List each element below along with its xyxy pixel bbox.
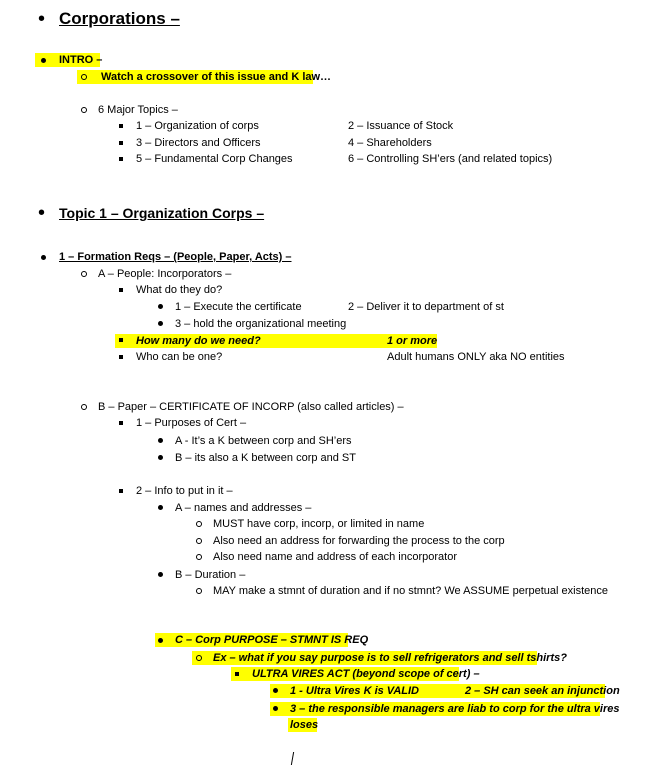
duration-label: B – Duration – (175, 569, 246, 581)
formation-heading: 1 – Formation Reqs – (People, Paper, Acts) – (59, 251, 292, 263)
ultra-vires-item: 2 – SH can seek an injunction (465, 685, 620, 697)
intro-label: INTRO – (59, 54, 103, 66)
text-cursor (291, 752, 294, 765)
bullet-icon (196, 538, 202, 544)
bullet-icon (158, 455, 163, 460)
duration-item: MAY make a stmnt of duration and if no stmnt? We ASSUME perpetual existence (213, 585, 608, 597)
topic-left: 1 – Organization of corps (136, 120, 259, 132)
bullet-icon (196, 521, 202, 527)
ultra-vires-label: ULTRA VIRES ACT (beyond scope of cert) – (252, 668, 480, 680)
people-what: What do they do? (136, 284, 223, 296)
bullet-icon (81, 404, 87, 410)
bullet-icon (119, 338, 123, 342)
topic-left: 5 – Fundamental Corp Changes (136, 153, 293, 165)
bullet-icon (119, 355, 123, 359)
bullet-icon (81, 271, 87, 277)
major-topics-label: 6 Major Topics – (98, 104, 178, 116)
bullet-icon (158, 438, 163, 443)
bullet-icon (81, 107, 87, 113)
bullet-icon (235, 672, 239, 676)
bullet-icon (119, 124, 123, 128)
purpose-item: B – its also a K between corp and ST (175, 452, 356, 464)
paper-label: B – Paper – CERTIFICATE OF INCORP (also called articles) – (98, 401, 404, 413)
purposes-label: 1 – Purposes of Cert – (136, 417, 247, 429)
bullet-icon (273, 706, 278, 711)
names-label: A – names and addresses – (175, 502, 312, 514)
bullet-icon: • (38, 202, 46, 224)
bullet-icon (158, 638, 163, 643)
bullet-icon: • (38, 8, 46, 30)
bullet-icon (119, 157, 123, 161)
topic-left: 3 – Directors and Officers (136, 137, 261, 149)
how-many-question: How many do we need? (136, 335, 261, 347)
bullet-icon (41, 58, 46, 63)
do-item: 3 – hold the organizational meeting (175, 318, 347, 330)
ultra-vires-item-cont: loses (290, 719, 319, 731)
people-label: A – People: Incorporators – (98, 268, 232, 280)
section-heading: Topic 1 – Organization Corps – (59, 205, 265, 221)
bullet-icon (119, 421, 123, 425)
bullet-icon (158, 304, 163, 309)
bullet-icon (119, 141, 123, 145)
topic-right: 4 – Shareholders (348, 137, 432, 149)
bullet-icon (119, 288, 123, 292)
intro-sub: Watch a crossover of this issue and K law… (101, 71, 332, 83)
names-item: Also need name and address of each incorporator (213, 551, 457, 563)
ultra-vires-item: 1 - Ultra Vires K is VALID (290, 685, 419, 697)
topic-right: 2 – Issuance of Stock (348, 120, 454, 132)
how-many-answer: 1 or more (387, 335, 438, 347)
purpose-item: A - It’s a K between corp and SH’ers (175, 435, 352, 447)
bullet-icon (158, 572, 163, 577)
do-item: 2 – Deliver it to department of st (348, 301, 504, 313)
bullet-icon (119, 489, 123, 493)
bullet-icon (158, 505, 163, 510)
bullet-icon (196, 554, 202, 560)
topic-right: 6 – Controlling SH’ers (and related topics) (348, 153, 553, 165)
names-item: Also need an address for forwarding the process to the corp (213, 535, 505, 547)
ultra-vires-item: 3 – the responsible managers are liab to corp for the ultra vires (290, 703, 620, 715)
bullet-icon (81, 74, 87, 80)
names-item: MUST have corp, incorp, or limited in name (213, 518, 425, 530)
who-question: Who can be one? (136, 351, 223, 363)
bullet-icon (196, 655, 202, 661)
purpose-label: C – Corp PURPOSE – STMNT IS REQ (175, 634, 369, 646)
do-item: 1 – Execute the certificate (175, 301, 302, 313)
bullet-icon (196, 588, 202, 594)
page-title: Corporations – (59, 9, 180, 28)
bullet-icon (158, 321, 163, 326)
purpose-example: Ex – what if you say purpose is to sell refrigerators and sell tshirts? (213, 652, 567, 664)
info-label: 2 – Info to put in it – (136, 485, 233, 497)
who-answer: Adult humans ONLY aka NO entities (387, 351, 565, 363)
bullet-icon (273, 688, 278, 693)
bullet-icon (41, 255, 46, 260)
